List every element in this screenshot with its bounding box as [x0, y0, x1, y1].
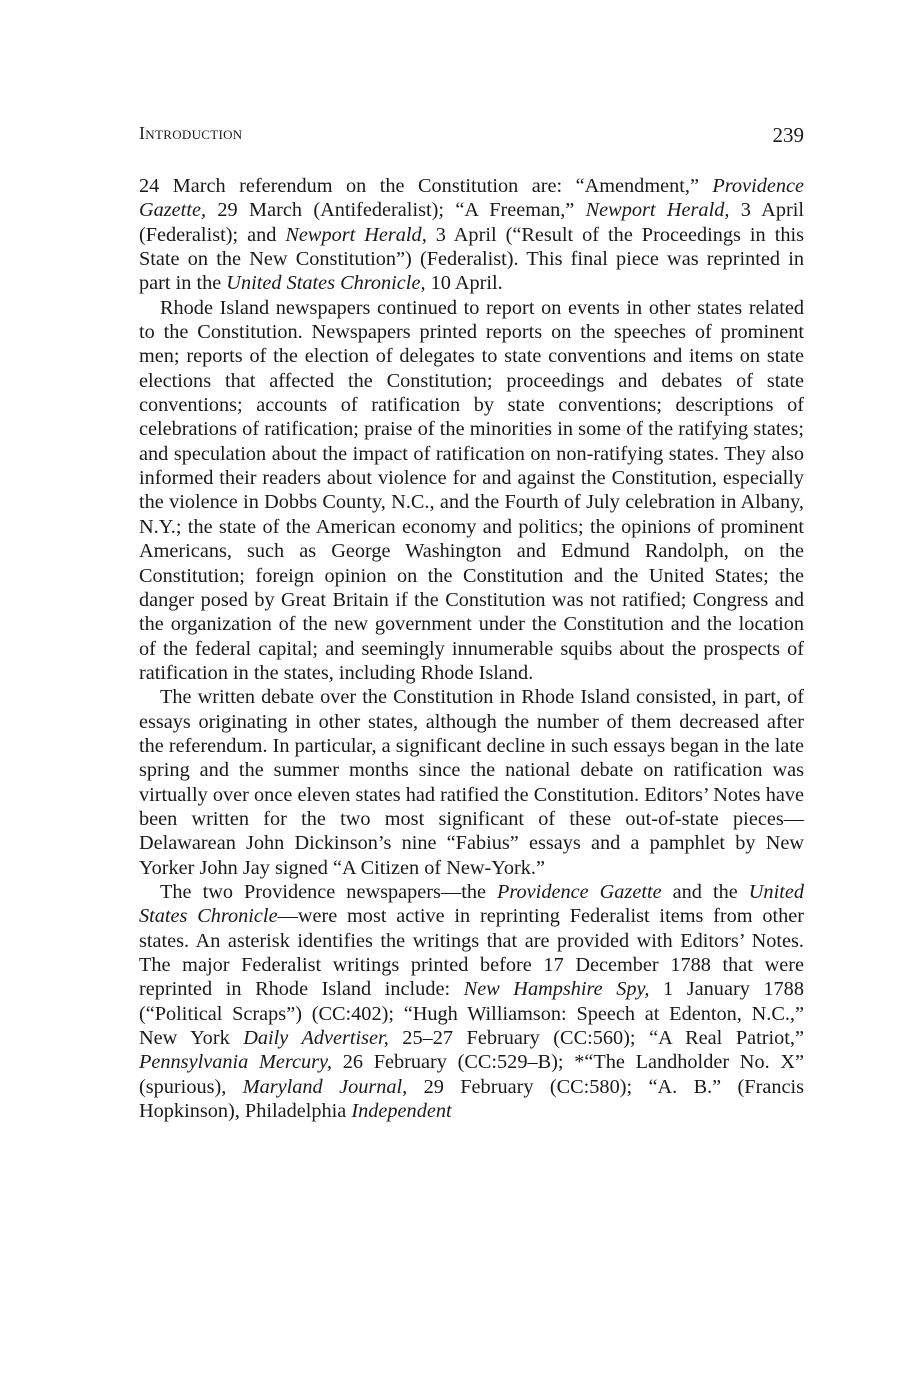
text-run: The written debate over the Constitution in Rhode Island consisted, in part, of essays originating in other states, although the number of them decreased after the referendum. In particular, a significant decline in such essays began in the late spring and the summer months since the national debate on ratification was virtually over once eleven states had ratified the Constitution. Editors’ Notes have been written for the two most significant of these out-of-state pieces—Delawarean John Dickinson’s nine “Fabius” essays and a pamphlet by New Yorker John Jay signed “A Citizen of New-York.” [139, 686, 804, 879]
text-run: 10 April. [425, 272, 503, 295]
paragraph [139, 880, 804, 1123]
paragraph [139, 296, 804, 686]
italic-title: Pennsylvania Mercury, [139, 1051, 332, 1074]
italic-title: New Hampshire Spy, [463, 978, 650, 1001]
italic-title: United States Chronicle [139, 880, 804, 928]
italic-title: Daily Advertiser, [243, 1027, 389, 1050]
text-run: Rhode Island newspapers continued to report on events in other states related to the Constitution. Newspapers printed reports on the speeches of prominent men; reports of the election of delegates to state conventions and items on state elections that affected the Constitution; proceedings and debates of state conventions; accounts of ratification by state conventions; descriptions of celebrations of ratification; praise of the minorities in some of the ratifying states; and speculation about the impact of ratification on non-ratifying states. They also informed their readers about violence for and against the Constitution, especially the violence in Dobbs County, N.C., and the Fourth of July celebration in Albany, N.Y.; the state of the American economy and politics; the opinions of prominent Americans, such as George Washington and Edmund Randolph, on the Constitution; foreign opinion on the Constitution and the United States; the danger posed by Great Britain if the Constitution was not ratified; Congress and the organization of the new government under the Constitution and the location of the federal capital; and seemingly innumerable squibs about the prospects of ratification in the states, including Rhode Island. [139, 296, 804, 684]
paragraph [139, 685, 804, 880]
paragraph [139, 174, 804, 296]
text-run: and the [661, 880, 749, 903]
text-run: 25–27 February (CC:560); “A Real Patriot,” [388, 1027, 804, 1050]
running-head: Introduction [139, 123, 243, 143]
text-run: 1 January 1788 (“Political Scraps”) (CC:402); “Hugh Williamson: Speech at Edenton, N.C.,” New York [139, 978, 804, 1050]
italic-title: Providence Gazette [497, 880, 662, 903]
text-run: —were most active in reprinting Federalist items from other states. An asterisk identifies the writings that are provided with Editors’ Notes. The major Federalist writings printed before 17 December 1788 that were reprinted in Rhode Island include: [139, 905, 804, 1001]
italic-title: Maryland Journal, [242, 1075, 408, 1098]
page-number: 239 [772, 123, 804, 147]
italic-title: Providence Gazette, [139, 175, 804, 222]
italic-title: Independent [351, 1100, 452, 1123]
text-run: 26 February (CC:529–B); *“The Landholder No. X” (spurious), [139, 1051, 805, 1098]
page-header [139, 123, 804, 153]
text-run: 29 February (CC:580); “A. B.” (Francis Hopkinson), Philadelphia [139, 1075, 805, 1123]
text-run: 3 April (Federalist); and [139, 199, 804, 246]
text-run: The two Providence newspapers—the [160, 880, 498, 903]
italic-title: Newport Herald, [285, 223, 427, 246]
text-run: 3 April (“Result of the Proceedings in this State on the New Constitution”) (Federalist). This final piece was reprinted in part in the [139, 223, 804, 295]
italic-title: Newport Herald, [585, 199, 730, 222]
italic-title: United States Chronicle, [226, 272, 426, 295]
body-text [139, 174, 804, 1123]
text-run: 29 March (Antifederalist); “A Freeman,” [206, 199, 586, 222]
text-run: 24 March referendum on the Constitution are: “Amendment,” [139, 175, 713, 197]
